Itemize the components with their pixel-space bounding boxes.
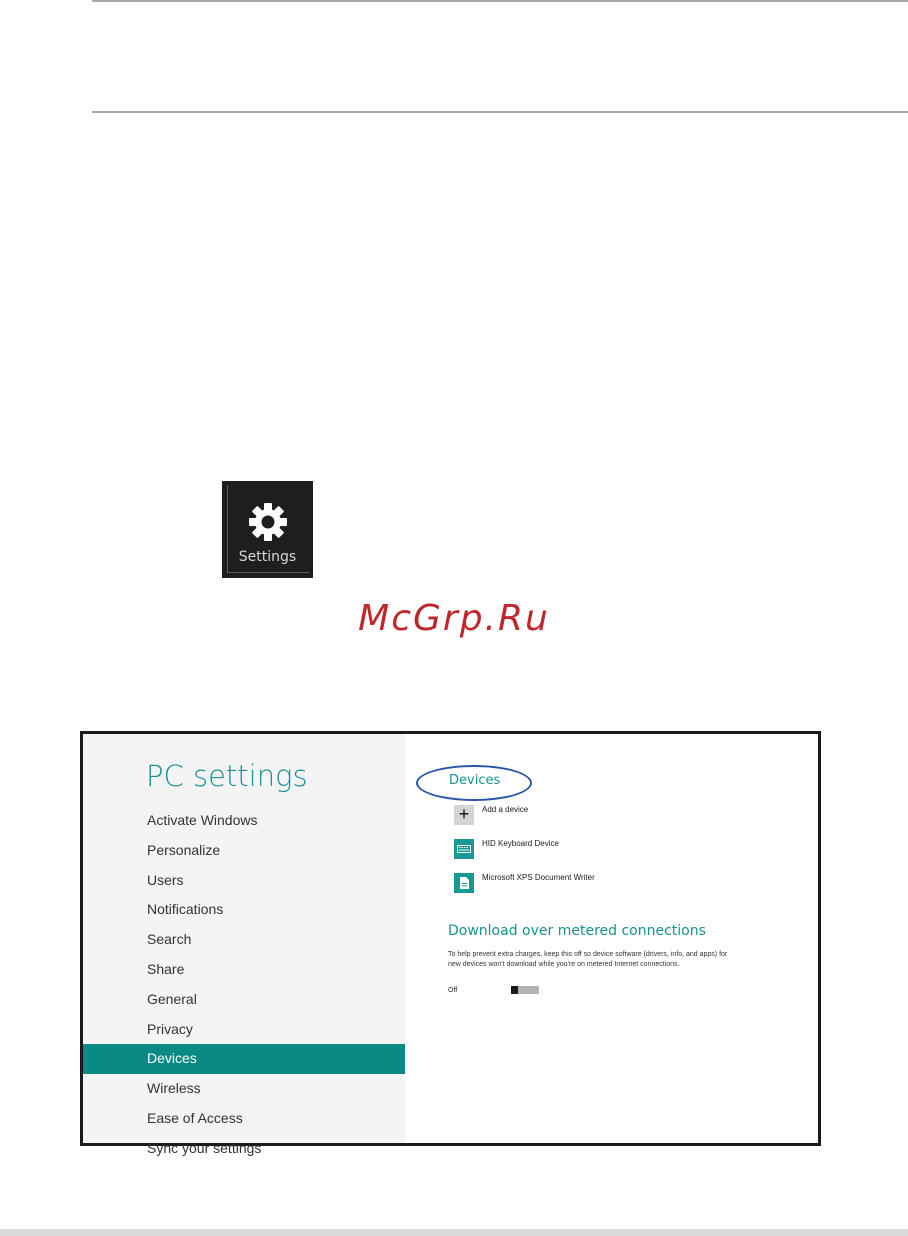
sidebar-item-sync-settings[interactable]: Sync your settings [147, 1139, 262, 1156]
device-xps-writer[interactable] [454, 873, 694, 893]
watermark: McGrp.Ru [358, 598, 550, 639]
settings-nav [83, 806, 405, 1164]
add-device-button[interactable] [454, 805, 694, 825]
pc-settings-screenshot [80, 731, 821, 1156]
charm-label: Settings [238, 549, 297, 565]
sidebar-item-wireless[interactable]: Wireless [147, 1080, 201, 1097]
settings-charm[interactable] [222, 481, 313, 578]
devices-panel [405, 734, 818, 1143]
metered-toggle[interactable] [511, 986, 539, 994]
sidebar-item-privacy[interactable]: Privacy [147, 1020, 193, 1037]
metered-description: To help prevent extra charges, keep this off so device software (drivers, info, and apps) for new devices won't download while you're on metered Internet connections. [448, 951, 728, 968]
plus-icon: + [454, 805, 474, 825]
header-rule [92, 111, 908, 113]
page-title: PC settings [146, 759, 308, 793]
device-label: HID Keyboard Device [482, 839, 559, 848]
sidebar-item-general[interactable]: General [147, 990, 197, 1007]
printer-document-icon [454, 873, 474, 893]
toggle-state-label: Off [448, 987, 458, 994]
device-hid-keyboard[interactable] [454, 839, 694, 859]
sidebar-item-devices[interactable]: Devices [83, 1044, 405, 1074]
device-label: Microsoft XPS Document Writer [482, 873, 595, 882]
sidebar-item-search[interactable]: Search [147, 931, 192, 948]
top-rule [92, 0, 908, 2]
device-label: Add a device [482, 805, 529, 814]
section-title: Devices [449, 773, 501, 788]
sidebar-item-users[interactable]: Users [147, 871, 184, 888]
sidebar-item-share[interactable]: Share [147, 960, 185, 977]
sidebar-item-notifications[interactable]: Notifications [147, 901, 224, 918]
charm-edge [227, 572, 309, 573]
sidebar-item-activate-windows[interactable]: Activate Windows [147, 812, 258, 828]
settings-sidebar [83, 734, 405, 1156]
metered-title: Download over metered connections [448, 923, 706, 939]
sidebar-item-ease-of-access[interactable]: Ease of Access [147, 1109, 243, 1126]
gear-icon [247, 501, 289, 543]
bottom-band [0, 1229, 908, 1236]
toggle-knob [511, 986, 518, 994]
sidebar-item-personalize[interactable]: Personalize [147, 841, 221, 858]
keyboard-icon [454, 839, 474, 859]
